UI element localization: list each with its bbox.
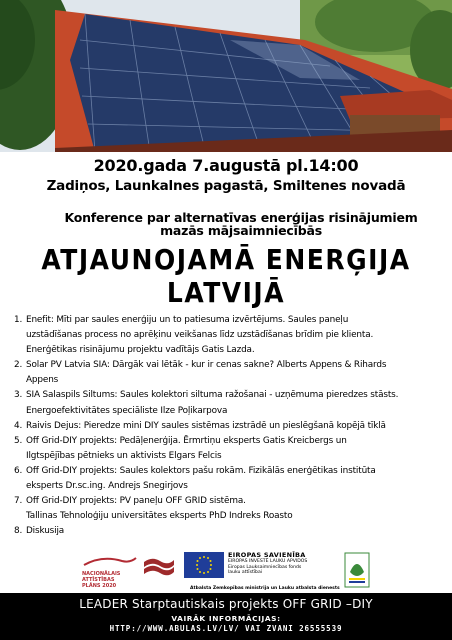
footer-bar <box>0 593 452 640</box>
agenda-text-line: Tallinas Tehnoloģiju universitātes eksperts PhD Indreks Roasto <box>26 511 293 522</box>
agenda-item <box>14 388 444 418</box>
contact-link[interactable]: HTTP://WWW.ABULAS.LV/LV/ VAI ZVANI 26555539 <box>109 624 343 633</box>
agenda-text-line: uzstādīšanas process no aprēķinu veikšanas līdz uzstādīšanas brīdim pie klienta. <box>26 330 374 341</box>
eu-text-line: Eiropas Lauksaimniecības fonds <box>228 564 302 570</box>
eu-union-label: EIROPAS SAVIENĪBA <box>228 551 306 559</box>
nap-2020-logo <box>82 552 138 588</box>
agenda-number: 7. <box>14 496 23 507</box>
main-title-line1: ATJAUNOJAMĀ ENERĢIJA <box>41 243 411 276</box>
agenda-item <box>14 464 444 494</box>
agenda-text-line: Off Grid-DIY projekts: Pedāļenerģija. Ērmrtiņu eksperts Gatis Kreicbergs un <box>26 435 347 446</box>
agenda-number: 4. <box>14 420 23 431</box>
agenda-text-line: Diskusija <box>26 526 65 537</box>
agenda-text-line: Ilgtspējības pētnieks un aktivists Elgars Felcis <box>26 450 222 461</box>
agenda-text-line: Off Grid-DIY projekts: PV paneļu OFF GRID sistēma. <box>26 496 246 507</box>
event-date-time: 2020.gada 7.augustā pl.14:00 <box>93 156 359 175</box>
agenda-text-line: Off Grid-DIY projekts: Saules kolektors pašu rokām. Fizikālās enerģētikas institūta <box>26 465 376 476</box>
agenda-number: 5. <box>14 435 23 446</box>
sponsor-logos <box>0 548 452 593</box>
agenda-number: 8. <box>14 526 23 537</box>
agenda-text-line: eksperts Dr.sc.ing. Andrejs Snegirjovs <box>26 481 188 492</box>
eu-text-line: lauku attīstībai <box>228 570 263 576</box>
agenda-item <box>14 494 444 524</box>
solar-roof-illustration <box>0 0 452 152</box>
agenda-text-line: Solar PV Latvia SIA: Dārgāk vai lētāk - kur ir cenas sakne? Alberts Appens & Rihards <box>26 360 387 371</box>
ministry-support-text: Atbalsta Zemkopības ministrija un Lauku atbalsta dienests <box>190 586 340 591</box>
agenda-number: 3. <box>14 390 23 401</box>
nap-line: NACIONĀLAIS <box>82 571 121 577</box>
nap-line: PLĀNS 2020 <box>82 583 117 589</box>
agenda-item <box>14 313 444 358</box>
agenda-list <box>14 313 444 539</box>
nap-line: ATTĪSTĪBAS <box>82 577 115 583</box>
event-location: Zadiņos, Launkalnes pagastā, Smiltenes novadā <box>46 178 406 194</box>
agenda-text-line: Appens <box>26 375 59 386</box>
info-label: VAIRĀK INFORMĀCIJAS: <box>171 614 281 623</box>
eu-text-line: EIROPAS INVESTĒ LAUKU APVIDOS <box>228 559 308 564</box>
agenda-item <box>14 434 444 464</box>
project-title: LEADER Starptautiskais projekts OFF GRID –DIY <box>79 597 373 611</box>
nap-swoosh-icon <box>82 555 138 567</box>
latvia-wave-icon <box>142 554 176 580</box>
eu-flag-icon <box>184 552 224 578</box>
agenda-text-line: Energoefektivitātes speciāliste Ilze Poļikarpova <box>26 405 228 416</box>
main-title-line2: LATVIJĀ <box>166 276 286 309</box>
agenda-item <box>14 524 444 539</box>
hero-photo <box>0 0 452 152</box>
agenda-number: 6. <box>14 465 23 476</box>
eu-funding-text <box>228 551 332 576</box>
agenda-number: 2. <box>14 360 23 371</box>
agenda-item <box>14 419 444 434</box>
agenda-text-line: Enefit: Mīti par saules enerģiju un to patiesuma izvērtējums. Saules paneļu <box>26 315 349 325</box>
conference-subtitle-line2: mazās mājsaimniecībās <box>160 223 322 238</box>
agenda-number: 1. <box>14 315 23 325</box>
agenda-text-line: Raivis Dejus: Pieredze mini DIY saules sistēmas izstrādē un pieslēgšanā kopējā tīklā <box>26 420 386 431</box>
agenda-item <box>14 358 444 388</box>
agenda-text-line: SIA Salaspils Siltums: Saules kolektori siltuma ražošanai - uzņēmuma pieredzes stāsts. <box>26 390 399 401</box>
conference-subtitle-line1: Konference par alternatīvas enerģijas risinājumiem <box>64 210 418 225</box>
leader-logo-icon <box>344 552 370 588</box>
agenda-text-line: Enerģētikas risinājumu projektu vadītājs Gatis Lazda. <box>26 345 255 356</box>
